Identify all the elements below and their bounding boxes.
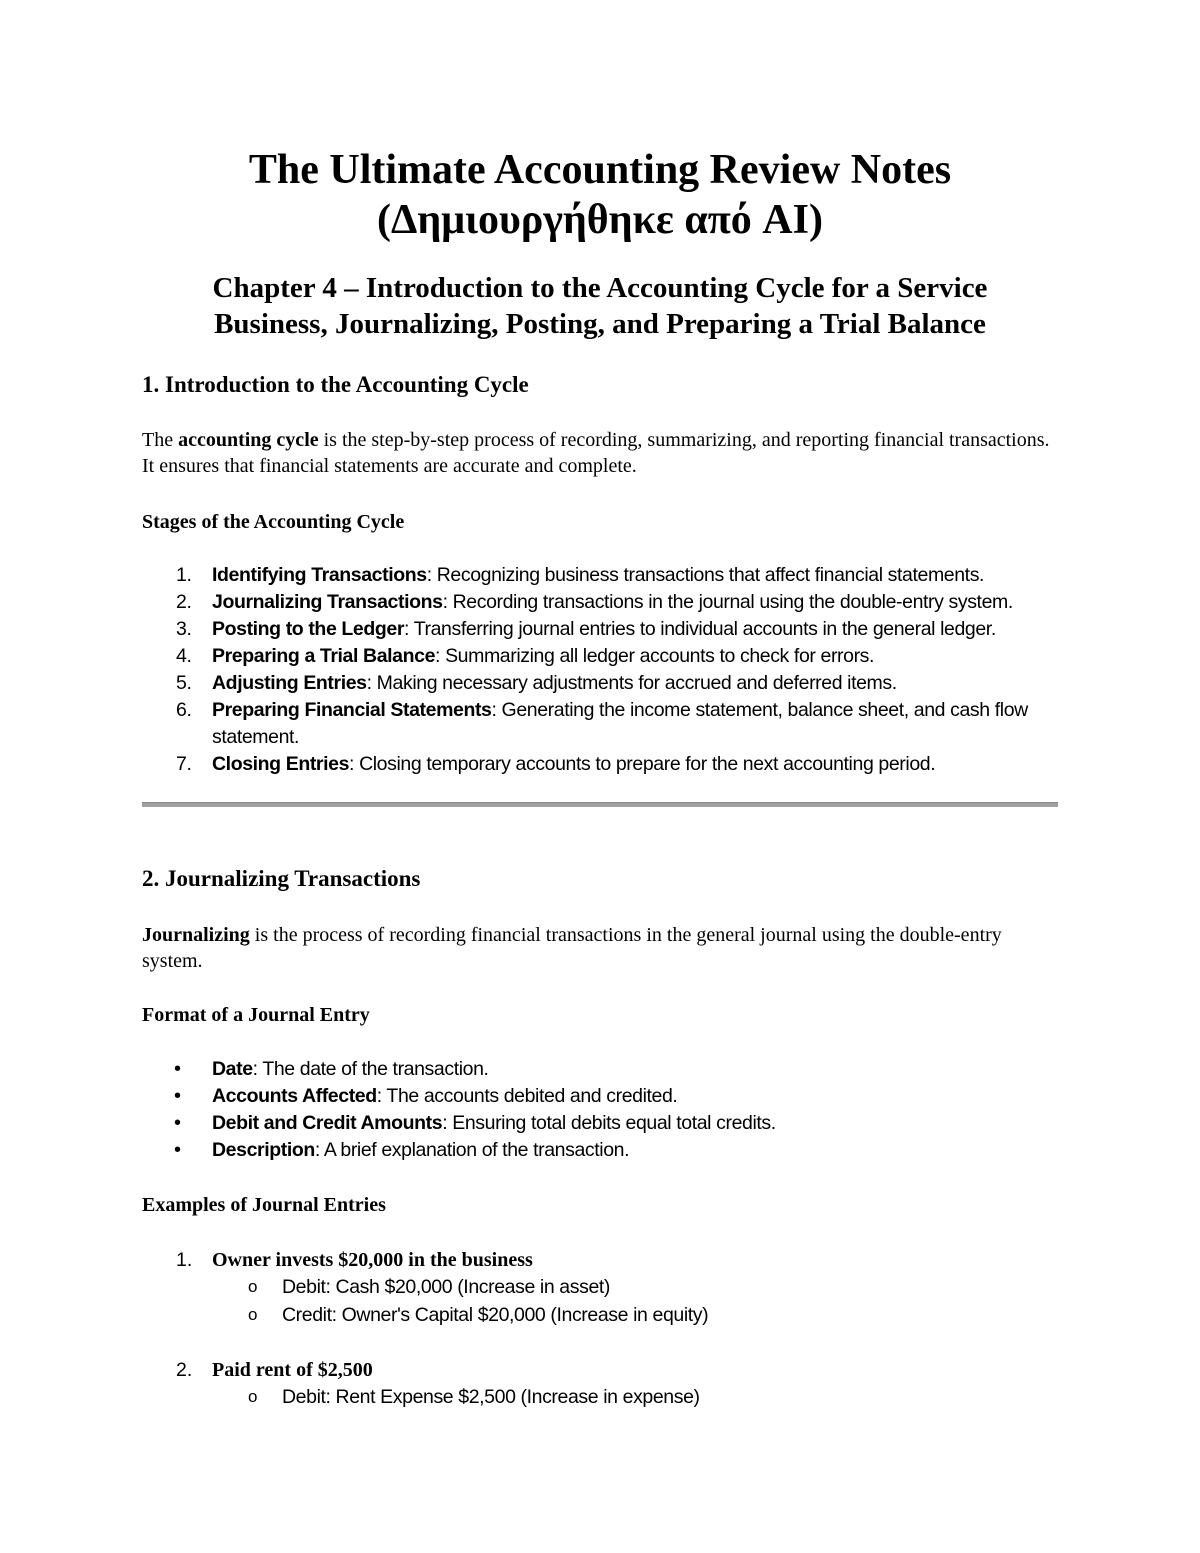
bullet-icon: •	[174, 1058, 181, 1080]
stages-list	[142, 562, 1072, 778]
list-item	[142, 670, 1072, 697]
section1-intro-post: is the step-by-step process of recording, summarizing, and reporting financial transactions. It ensures that financial statements are accurate and complete.	[142, 429, 1050, 477]
section1-heading: 1. Introduction to the Accounting Cycle	[142, 372, 529, 397]
list-item-term: Identifying Transactions	[212, 564, 427, 586]
example-number: 2.	[176, 1359, 193, 1381]
list-item	[142, 1137, 1072, 1164]
list-item-term: Accounts Affected	[212, 1085, 377, 1107]
list-item	[142, 751, 1072, 778]
list-item-number: 7.	[176, 753, 192, 775]
list-item-term: Debit and Credit Amounts	[212, 1112, 443, 1134]
list-item	[142, 1083, 1072, 1110]
list-item	[142, 697, 1072, 751]
section-divider	[142, 802, 1058, 807]
section1-intro-pre: The	[142, 429, 179, 451]
chapter-title-line2: Business, Journalizing, Posting, and Preparing a Trial Balance	[214, 308, 986, 340]
chapter-title-line1: Chapter 4 – Introduction to the Accounting Cycle for a Service	[212, 272, 988, 304]
bullet-icon: •	[174, 1085, 181, 1107]
list-item-term: Journalizing Transactions	[212, 591, 443, 613]
list-item-desc: : Ensuring total debits equal total credits.	[442, 1112, 776, 1134]
list-item-term: Preparing a Trial Balance	[212, 645, 436, 667]
list-item-desc: : The date of the transaction.	[252, 1058, 489, 1080]
list-item-desc: : Making necessary adjustments for accrued and deferred items.	[366, 672, 897, 694]
list-item-number: 2.	[176, 591, 192, 613]
list-item-desc: : The accounts debited and credited.	[376, 1085, 678, 1107]
example-line-text: Credit: Owner's Capital $20,000 (Increase in equity)	[282, 1304, 709, 1326]
section2-intro-post: is the process of recording financial transactions in the general journal using the double-entry system.	[142, 924, 1002, 972]
list-item-desc: : Transferring journal entries to individual accounts in the general ledger.	[404, 618, 996, 640]
list-item	[142, 1056, 1072, 1083]
list-item-number: 1.	[176, 564, 192, 586]
list-item-desc: : Generating the income statement, balance sheet, and cash flow statement.	[212, 699, 1028, 748]
example-title-text: Paid rent of $2,500	[212, 1359, 373, 1381]
list-item	[142, 616, 1072, 643]
format-heading: Format of a Journal Entry	[142, 1004, 370, 1026]
circle-bullet-icon: o	[248, 1387, 258, 1406]
list-item-number: 4.	[176, 645, 192, 667]
document-title-line2: (Δημιουργήθηκε από AI)	[377, 197, 823, 243]
list-item-term: Date	[212, 1058, 253, 1080]
example-entry	[142, 1247, 1072, 1329]
format-list	[142, 1056, 1072, 1164]
section1-intro	[142, 427, 1062, 479]
list-item-term: Description	[212, 1139, 315, 1161]
list-item	[142, 1110, 1072, 1137]
list-item-term: Preparing Financial Statements	[212, 699, 492, 721]
list-item-desc: : Recognizing business transactions that affect financial statements.	[426, 564, 985, 586]
circle-bullet-icon: o	[248, 1277, 258, 1296]
example-title	[142, 1357, 1072, 1383]
example-line	[142, 1273, 1072, 1301]
list-item-term: Posting to the Ledger	[212, 618, 405, 640]
examples-heading: Examples of Journal Entries	[142, 1194, 386, 1216]
example-line-text: Debit: Rent Expense $2,500 (Increase in expense)	[282, 1386, 700, 1408]
list-item-number: 6.	[176, 699, 192, 721]
example-line-text: Debit: Cash $20,000 (Increase in asset)	[282, 1276, 611, 1298]
list-item-term: Closing Entries	[212, 753, 350, 775]
list-item-desc: : A brief explanation of the transaction.	[314, 1139, 630, 1161]
list-item-number: 3.	[176, 618, 192, 640]
example-title	[142, 1247, 1072, 1273]
stages-heading: Stages of the Accounting Cycle	[142, 511, 405, 533]
section1-intro-term: accounting cycle	[178, 429, 319, 451]
example-entry	[142, 1357, 1072, 1411]
list-item-desc: : Recording transactions in the journal using the double-entry system.	[442, 591, 1013, 613]
circle-bullet-icon: o	[248, 1305, 258, 1324]
example-title-text: Owner invests $20,000 in the business	[212, 1249, 533, 1271]
list-item-number: 5.	[176, 672, 192, 694]
list-item-desc: : Closing temporary accounts to prepare for the next accounting period.	[349, 753, 936, 775]
bullet-icon: •	[174, 1139, 181, 1161]
list-item-desc: : Summarizing all ledger accounts to check for errors.	[435, 645, 875, 667]
list-item-term: Adjusting Entries	[212, 672, 367, 694]
list-item	[142, 643, 1072, 670]
example-line	[142, 1301, 1072, 1329]
example-number: 1.	[176, 1249, 193, 1271]
document-title-line1: The Ultimate Accounting Review Notes	[248, 147, 952, 193]
bullet-icon: •	[174, 1112, 181, 1134]
example-line	[142, 1383, 1072, 1411]
list-item	[142, 562, 1072, 589]
section2-heading: 2. Journalizing Transactions	[142, 866, 421, 891]
list-item	[142, 589, 1072, 616]
section2-intro	[142, 922, 1062, 974]
section2-intro-term: Journalizing	[142, 924, 250, 946]
